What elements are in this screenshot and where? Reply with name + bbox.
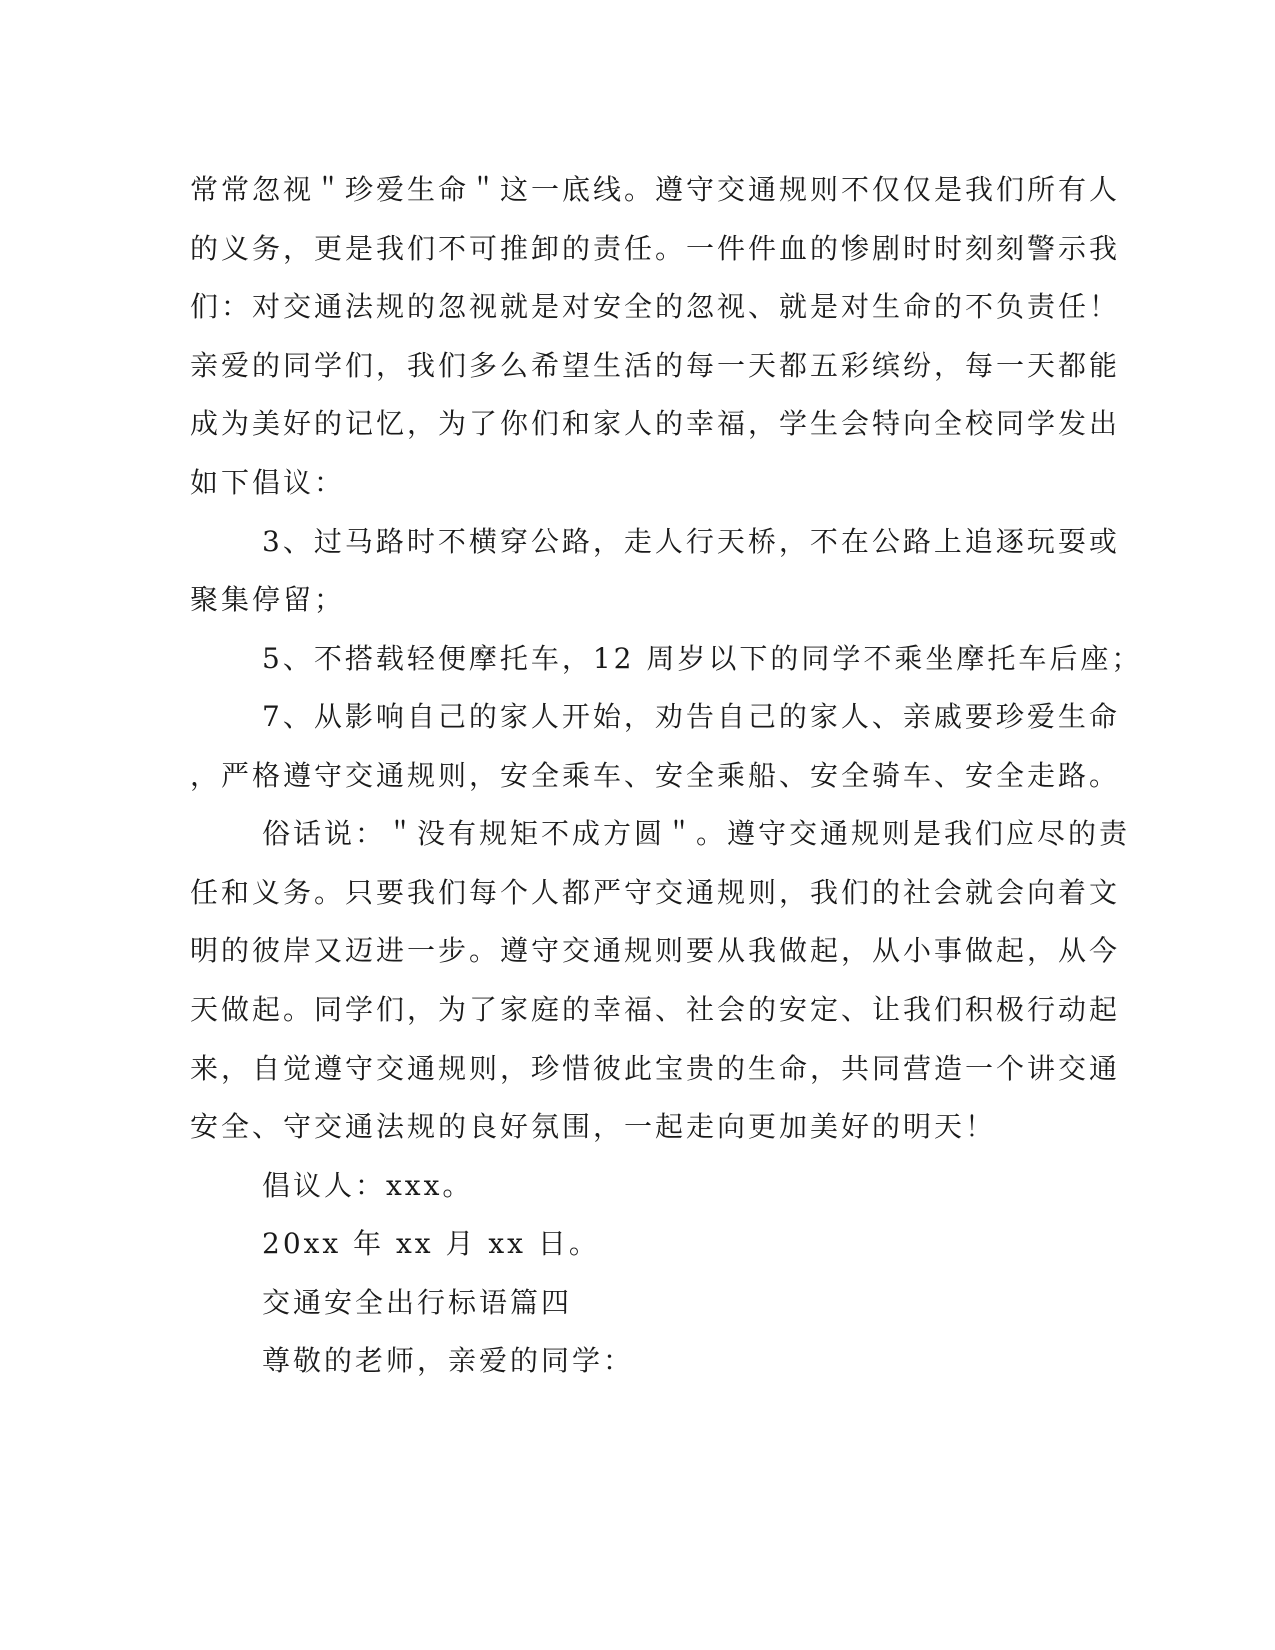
text-line: 倡议人：xxx。 — [262, 1169, 474, 1202]
salutation: 尊敬的老师，亲爱的同学： — [262, 1344, 635, 1377]
text-line: 20xx 年 xx 月 xx 日。 — [262, 1227, 600, 1260]
text-line: 3、过马路时不横穿公路，走人行天桥，不在公路上追逐玩耍或 — [262, 525, 1120, 558]
text-line: 明的彼岸又迈进一步。遵守交通规则要从我做起，从小事做起，从今 — [190, 934, 1121, 967]
text-line: 俗话说：＂没有规矩不成方圆＂。遵守交通规则是我们应尽的责 — [262, 817, 1131, 850]
section-heading: 交通安全出行标语篇四 — [262, 1286, 573, 1319]
text-line: 任和义务。只要我们每个人都严守交通规则，我们的社会就会向着文 — [190, 876, 1121, 909]
text-line: 聚集停留； — [190, 583, 346, 616]
text-line: 安全、守交通法规的良好氛围，一起走向更加美好的明天！ — [190, 1110, 997, 1143]
text-line: 7、从影响自己的家人开始，劝告自己的家人、亲戚要珍爱生命 — [262, 700, 1120, 733]
text-line: 天做起。同学们，为了家庭的幸福、社会的安定、让我们积极行动起 — [190, 993, 1121, 1026]
text-line: 的义务，更是我们不可推卸的责任。一件件血的惨剧时时刻刻警示我 — [190, 232, 1121, 265]
text-line: 来，自觉遵守交通规则，珍惜彼此宝贵的生命，共同营造一个讲交通 — [190, 1052, 1121, 1085]
text-line: 5、不搭载轻便摩托车，12 周岁以下的同学不乘坐摩托车后座； — [262, 642, 1143, 675]
text-line: 成为美好的记忆，为了你们和家人的幸福，学生会特向全校同学发出 — [190, 407, 1121, 440]
text-line: 亲爱的同学们，我们多么希望生活的每一天都五彩缤纷，每一天都能 — [190, 349, 1121, 382]
text-line: 常常忽视＂珍爱生命＂这一底线。遵守交通规则不仅仅是我们所有人 — [190, 173, 1121, 206]
text-line: 们：对交通法规的忽视就是对安全的忽视、就是对生命的不负责任！ — [190, 290, 1121, 323]
text-line: 如下倡议： — [190, 466, 346, 499]
text-line: ，严格遵守交通规则，安全乘车、安全乘船、安全骑车、安全走路。 — [190, 759, 1121, 792]
